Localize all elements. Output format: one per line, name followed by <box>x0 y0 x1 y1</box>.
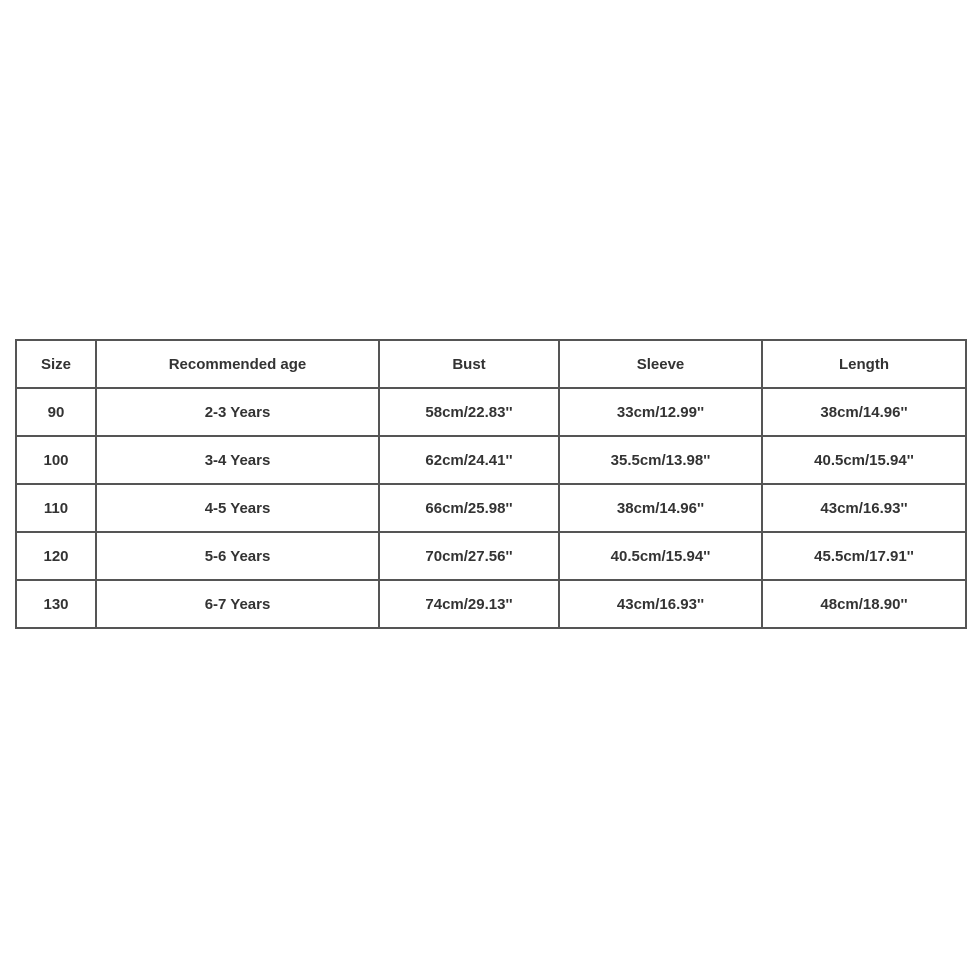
cell-size: 130 <box>16 580 96 628</box>
cell-size: 90 <box>16 388 96 436</box>
cell-age: 2-3 Years <box>96 388 379 436</box>
cell-length: 38cm/14.96'' <box>762 388 966 436</box>
header-bust: Bust <box>379 340 559 388</box>
header-size: Size <box>16 340 96 388</box>
table-row <box>16 436 966 484</box>
cell-bust: 74cm/29.13'' <box>379 580 559 628</box>
cell-length: 48cm/18.90'' <box>762 580 966 628</box>
cell-age: 3-4 Years <box>96 436 379 484</box>
cell-size: 100 <box>16 436 96 484</box>
header-sleeve: Sleeve <box>559 340 762 388</box>
header-length: Length <box>762 340 966 388</box>
header-recommended-age: Recommended age <box>96 340 379 388</box>
table-header-row <box>16 340 966 388</box>
table-row <box>16 532 966 580</box>
cell-bust: 70cm/27.56'' <box>379 532 559 580</box>
cell-sleeve: 38cm/14.96'' <box>559 484 762 532</box>
size-chart-table <box>15 339 967 629</box>
table-row <box>16 484 966 532</box>
cell-sleeve: 33cm/12.99'' <box>559 388 762 436</box>
cell-sleeve: 35.5cm/13.98'' <box>559 436 762 484</box>
cell-bust: 62cm/24.41'' <box>379 436 559 484</box>
cell-length: 43cm/16.93'' <box>762 484 966 532</box>
cell-bust: 58cm/22.83'' <box>379 388 559 436</box>
cell-sleeve: 43cm/16.93'' <box>559 580 762 628</box>
cell-size: 120 <box>16 532 96 580</box>
cell-sleeve: 40.5cm/15.94'' <box>559 532 762 580</box>
cell-size: 110 <box>16 484 96 532</box>
cell-age: 4-5 Years <box>96 484 379 532</box>
table-row <box>16 388 966 436</box>
cell-length: 45.5cm/17.91'' <box>762 532 966 580</box>
cell-length: 40.5cm/15.94'' <box>762 436 966 484</box>
table-row <box>16 580 966 628</box>
cell-age: 5-6 Years <box>96 532 379 580</box>
cell-age: 6-7 Years <box>96 580 379 628</box>
cell-bust: 66cm/25.98'' <box>379 484 559 532</box>
